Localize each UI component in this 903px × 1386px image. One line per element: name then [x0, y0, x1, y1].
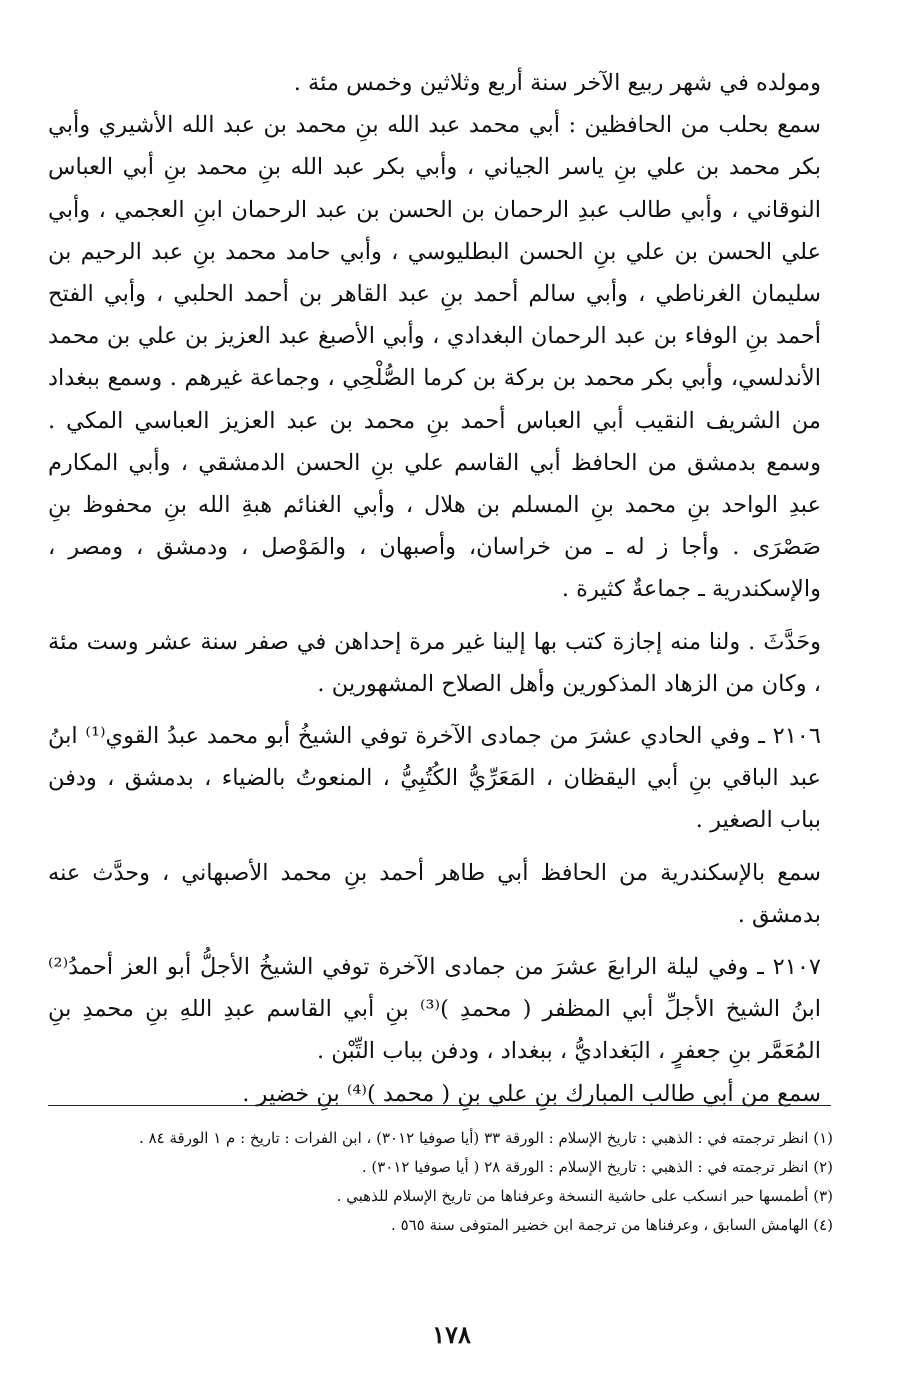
footnote-divider — [48, 1105, 831, 1106]
page-number: ١٧٨ — [432, 1320, 471, 1349]
main-text — [48, 62, 821, 1115]
footnote-2: (٢) انظر ترجمته في : الذهبي : تاريخ الإسلام : الورقة ٢٨ ( أيا صوفيا ٣٠١٢) . — [361, 1158, 833, 1176]
paragraph-alexandria: سمع بالإسكندرية من الحافظ أبي طاهر أحمد بنِ محمد الأصبهاني ، وحدَّث عنه بدمشق . — [48, 859, 821, 928]
footnotes — [48, 1124, 833, 1240]
paragraph-teachers: سمع بحلب من الحافظين : أبي محمد عبد الله بنِ محمد بن عبد الله الأشيري وأبي بكر محمد بن علي بنِ ياسر الجياني ، وأبي بكر عبد الله بنِ محمد بنِ أبي العباس النوقاني ، وأبي طالب عبدِ الرحمان بن الحسن بن عبد الرحمان ابنِ العجمي ، وأبي علي الحسن بن علي بنِ الحسن البطليوسي ، وأبي حامد محمد بنِ عبد الرحيم بن سليمان الغرناطي ، وأبي سالم أحمد بنِ عبد القاهر بن أحمد الحلبي ، وأبي الفتح أحمد بنِ الوفاء بن عبد الرحمان البغدادي ، وأبي الأصبغ عبد العزيز بن علي بن محمد الأندلسي، وأبي بكر محمد بن بركة بن كرما الصُّلْحِي ، وجماعة غيرهم . وسمع ببغداد من الشريف النقيب أبي العباس أحمد بنِ محمد بن عبد العزيز العباسي المكي . وسمع بدمشق من الحافظ أبي القاسم علي بنِ الحسن الدمشقي ، وأبي المكارم عبدِ الواحد بنِ محمد بنِ المسلم بن هلال ، وأبي الغنائم هبةِ الله بنِ محفوظ بنِ صَصْرَى . وأجا ز له ـ من خراسان، وأصبهان ، والمَوْصل ، ودمشق ، ومصر ، والإسكندرية ـ جماعةٌ كثيرة . — [48, 112, 821, 603]
entry-2106: ٢١٠٦ ـ وفي الحادي عشرَ من جمادى الآخرة توفي الشيخُ أبو محمد عبدُ القوي⁽¹⁾ ابنُ عبد الباقي بنِ أبي اليقظان ، المَعَرِّيُّ الكُتُبِيُّ ، المنعوتُ بالضياء ، بدمشق ، ودفن بباب الصغير . — [48, 723, 821, 834]
entry-2107: ٢١٠٧ ـ وفي ليلة الرابعَ عشرَ من جمادى الآخرة توفي الشيخُ الأجلُّ أبو العز أحمدُ⁽²⁾ ابنُ الشيخ الأجلِّ أبي المظفر ( محمدِ )⁽³⁾ بنِ أبي القاسم عبدِ اللهِ بنِ محمدِ بنِ المُعَمَّر بنِ جعفرٍ ، البَغداديُّ ، ببغداد ، ودفن بباب التِّبْن . — [48, 954, 821, 1065]
paragraph-heard-from: سمع من أبي طالب المبارك بنِ علي بنِ ( محمد )⁽⁴⁾ بنِ خضير . — [242, 1080, 821, 1107]
footnote-1: (١) انظر ترجمته في : الذهبي : تاريخ الإسلام : الورقة ٣٣ (أيا صوفيا ٣٠١٢) ، ابن الفرات : تاريخ : م ١ الورقة ٨٤ . — [139, 1129, 833, 1147]
paragraph-birth: ومولده في شهر ربيع الآخر سنة أربع وثلاثين وخمس مئة . — [293, 70, 821, 96]
paragraph-hadith: وحَدَّثَ . ولنا منه إجازة كتب بها إلينا غير مرة إحداهن في صفر سنة عشر وست مئة ، وكان من الزهاد المذكورين وأهل الصلاح المشهورين . — [48, 628, 821, 697]
footnote-4: (٤) الهامش السابق ، وعرفناها من ترجمة ابن خضير المتوفى سنة ٥٦٥ . — [391, 1216, 833, 1234]
footnote-3: (٣) أطمسها حبر انسكب على حاشية النسخة وعرفناها من تاريخ الإسلام للذهبي . — [336, 1187, 833, 1205]
